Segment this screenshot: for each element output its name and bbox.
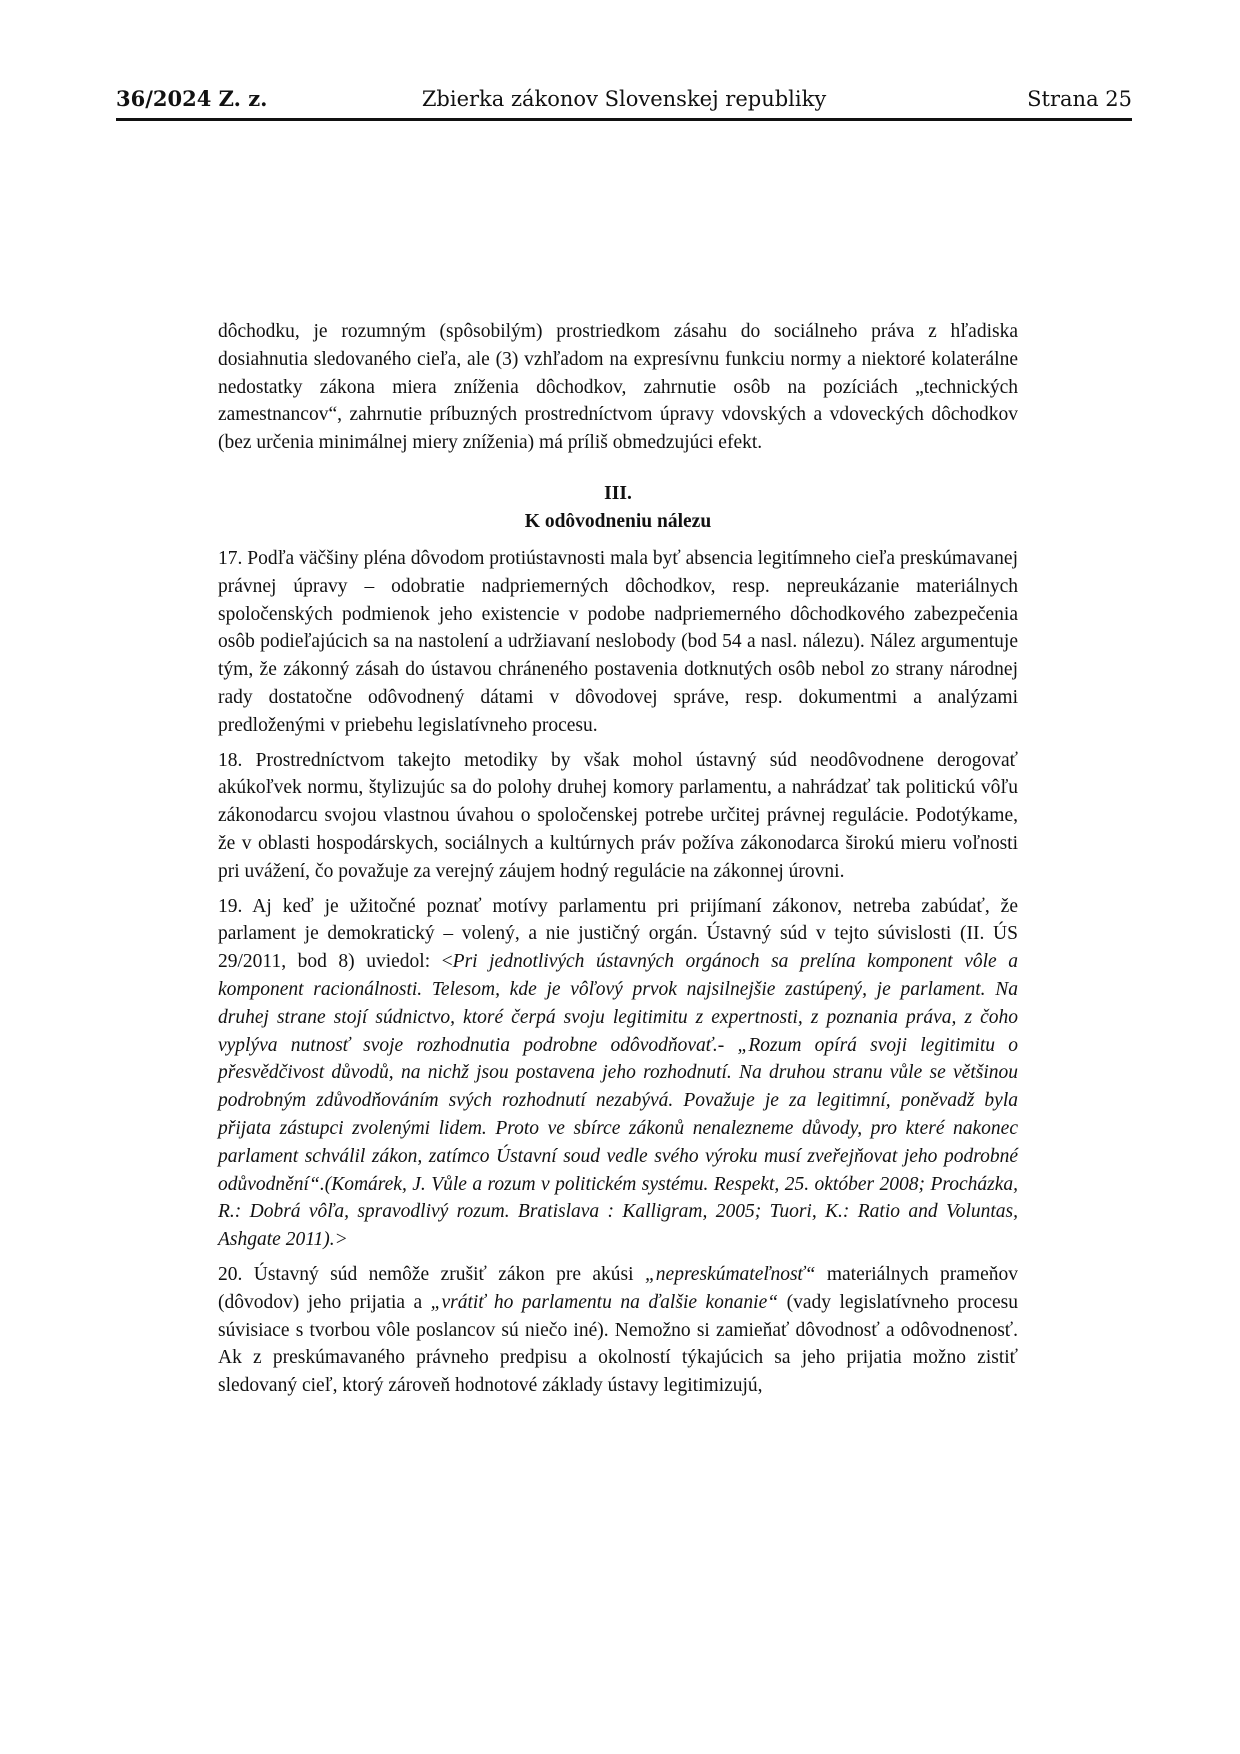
section-number: III.: [604, 482, 632, 504]
document-body: [218, 318, 1018, 1407]
paragraph-19-tail: >: [334, 1229, 348, 1251]
paragraph-20-part-b: materiálnych prameňov (dôvodov) jeho prijatia a: [218, 1263, 1018, 1313]
section-heading: [218, 480, 1018, 536]
paragraph-20: [218, 1261, 1018, 1400]
paragraph-19: [218, 893, 1018, 1254]
paragraph-20-emphasis-2: „vrátiť ho parlamentu na ďalšie konanie“: [430, 1291, 779, 1313]
paragraph-20-part-c: (vady legislatívneho procesu súvisiace s tvorbou vôle poslancov sú niečo iné). Nemožno si zamieňať dôvodnosť a odôvodnenosť. Ak z preskúmavaného právneho predpisu a okolností týkajúcich sa jeho prijatia možno zistiť sledovaný cieľ, ktorý zároveň hodnotové základy ústavy legitimizujú,: [218, 1291, 1018, 1397]
publication-title: Zbierka zákonov Slovenskej republiky: [421, 87, 827, 111]
section-title: K odôvodneniu nálezu: [524, 510, 712, 532]
paragraph-20-part-a: 20. Ústavný súd nemôže zrušiť zákon pre akúsi: [218, 1263, 645, 1285]
page-number: Strana 25: [1027, 87, 1132, 111]
issue-number: 36/2024 Z. z.: [116, 86, 268, 111]
paragraph-19-quote: Pri jednotlivých ústavných orgánoch sa prelína komponent vôle a komponent racionálnosti. Telesom, kde je vôľový prvok najsilnejšie zastúpený, je parlament. Na druhej strane stojí súdnictvo, ktoré čerpá svoju legitimitu z expertnosti, z poznania práva, z čoho vyplýva nutnosť svoje rozhodnutia podrobne odôvodňovať.- „Rozum opírá svoji legitimitu o přesvědčivost důvodů, na nichž jsou postavena jeho rozhodnutí. Na druhou stranu vůle se většinou podrobným zdůvodňováním svých rozhodnutí nezabývá. Považuje je za legitimní, poněvadž byla přijata zástupci zvolenými lidem. Proto ve sbírce zákonů nenalezneme důvody, pro které nakonec parlament schválil zákon, zatímco Ústavní soud vedle svého výroku musí zveřejňovat jeho podrobné odůvodnění“.(Komárek, J. Vůle a rozum v politickém systému. Respekt, 25. október 2008; Procházka, R.: Dobrá vôľa, spravodlivý rozum. Bratislava : Kalligram, 2005; Tuori, K.: Ratio and Voluntas, Ashgate 2011).: [218, 951, 1018, 1251]
intro-paragraph: dôchodku, je rozumným (spôsobilým) prostriedkom zásahu do sociálneho práva z hľadiska dosiahnutia sledovaného cieľa, ale (3) vzhľadom na expresívnu funkciu normy a niektoré kolaterálne nedostatky zákona miera zníženia dôchodkov, zahrnutie osôb na pozíciách „technických zamestnancov“, zahrnutie príbuzných prostredníctvom úpravy vdovských a vdoveckých dôchodkov (bez určenia minimálnej miery zníženia) má príliš obmedzujúci efekt.: [218, 321, 1018, 454]
paragraph-20-emphasis-1: „nepreskúmateľnosť“: [644, 1263, 816, 1285]
paragraph-18: 18. Prostredníctvom takejto metodiky by však mohol ústavný súd neodôvodnene derogovať akúkoľvek normu, štylizujúc sa do polohy druhej komory parlamentu, a nahrádzať tak politickú vôľu zákonodarcu svojou vlastnou úvahou o spoločenskej potrebe určitej právnej regulácie. Podotýkame, že v oblasti hospodárskych, sociálnych a kultúrnych práv požíva zákonodarca širokú mieru voľnosti pri uvážení, čo považuje za verejný záujem hodný regulácie na zákonnej úrovni.: [218, 749, 1018, 882]
page-header: [116, 84, 1132, 121]
paragraph-19-lead: 19. Aj keď je užitočné poznať motívy parlamentu pri prijímaní zákonov, netreba zabúdať, že parlament je demokratický – volený, a nie justičný orgán. Ústavný súd v tejto súvislosti (II. ÚS 29/2011, bod 8) uviedol: <: [218, 895, 1018, 973]
paragraph-17: 17. Podľa väčšiny pléna dôvodom protiústavnosti mala byť absencia legitímneho cieľa preskúmavanej právnej úpravy – odobratie nadpriemerných dôchodkov, resp. nepreukázanie materiálnych spoločenských podmienok jeho existencie v podobe nadpriemerného dôchodkového zabezpečenia osôb podieľajúcich sa na nastolení a udržiavaní neslobody (bod 54 a nasl. nálezu). Nález argumentuje tým, že zákonný zásah do ústavou chráneného postavenia dotknutých osôb nebol zo strany národnej rady dostatočne odôvodnený dátami v dôvodovej správe, resp. dokumentmi a analýzami predloženými v priebehu legislatívneho procesu.: [218, 547, 1018, 736]
